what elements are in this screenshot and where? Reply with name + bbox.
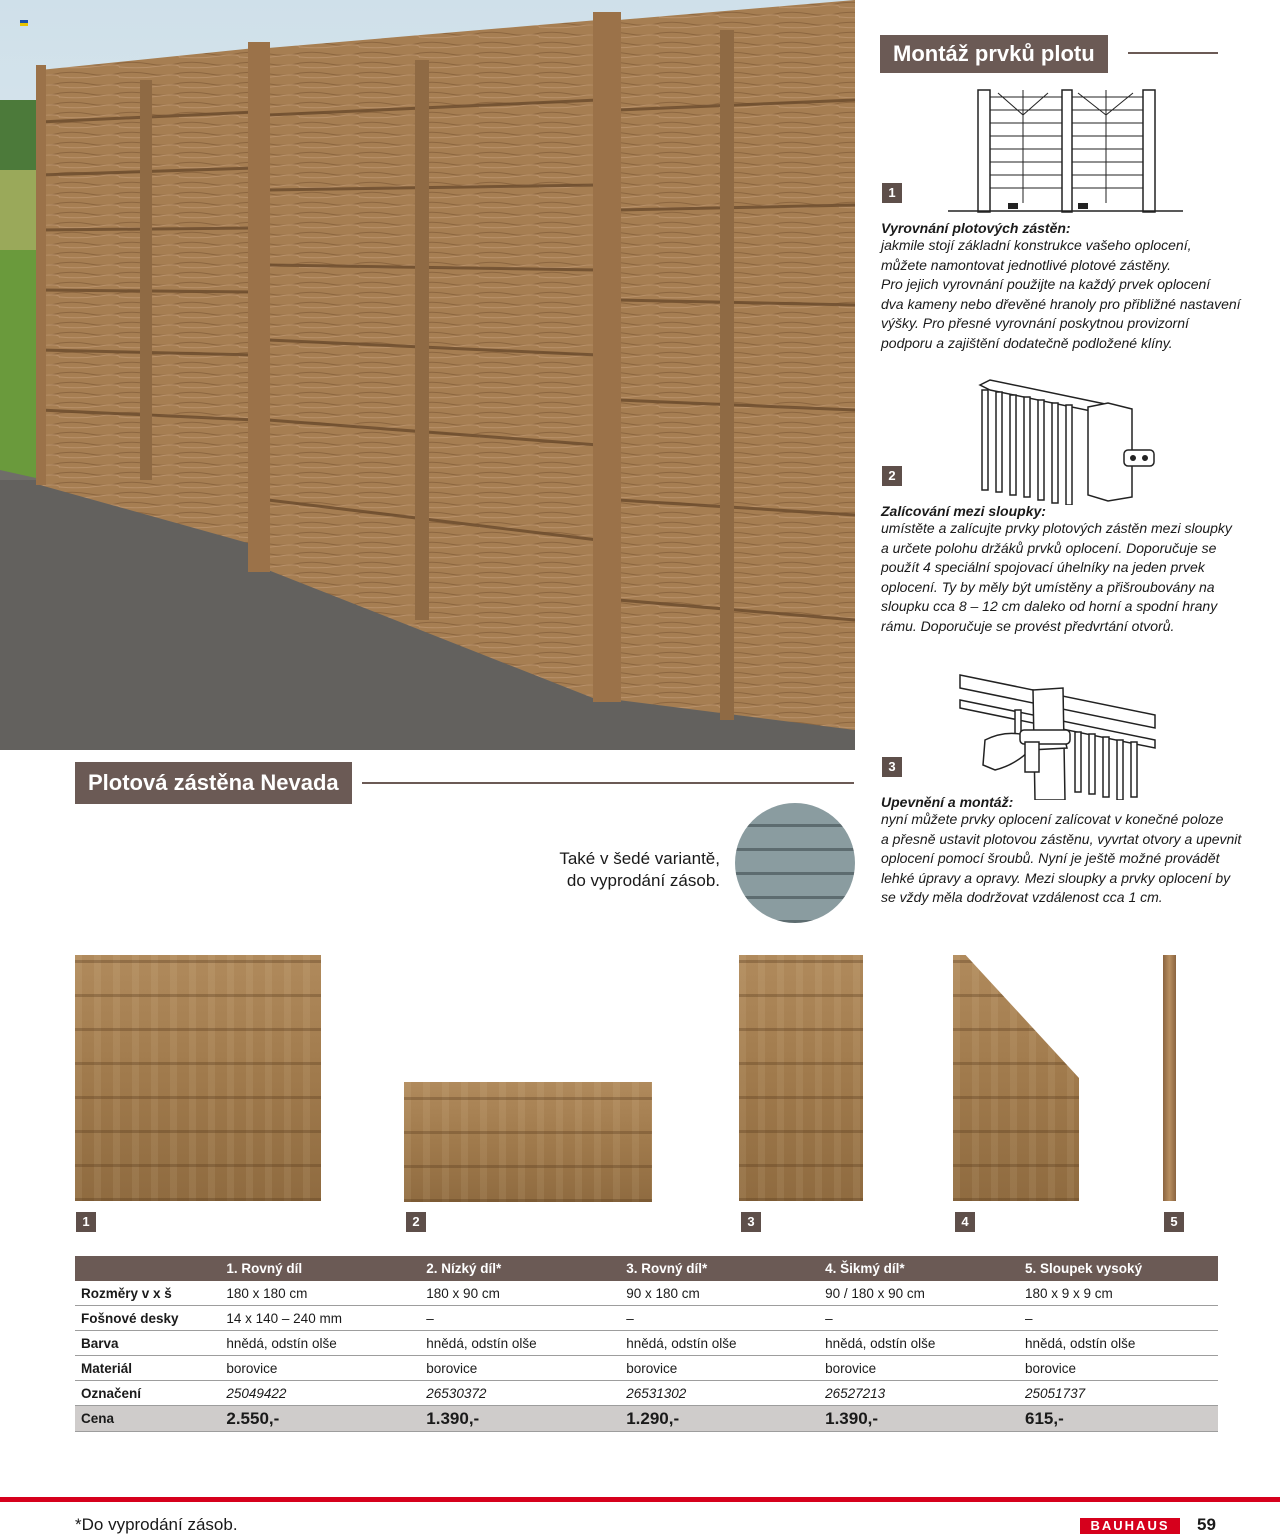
item-badge-3: 3 <box>741 1212 761 1232</box>
grey-variant-swatch <box>735 803 855 923</box>
table-row-label: Označení <box>75 1381 220 1406</box>
step-2-text <box>881 503 1261 637</box>
spec-table <box>75 1256 1218 1432</box>
table-cell: 26527213 <box>819 1381 1019 1406</box>
step-3-line: nyní můžete prvky oplocení zalícovat v konečné poloze <box>881 811 1224 827</box>
table-cell: 26531302 <box>620 1381 819 1406</box>
table-row <box>75 1381 1218 1406</box>
step-2-line: použít 4 speciální spojovací úhelníky na jeden prvek <box>881 559 1205 576</box>
step-3-illustration <box>955 670 1165 800</box>
step-1-text <box>881 220 1261 354</box>
step-3-text <box>881 794 1271 908</box>
price-cell: 1.290,- <box>620 1406 819 1432</box>
step-1-line: můžete namontovat jednotlivé plotové zástěny. <box>881 256 1172 273</box>
table-row-label: Fošnové desky <box>75 1306 220 1331</box>
step-1-badge: 1 <box>882 183 902 203</box>
table-cell: borovice <box>819 1356 1019 1381</box>
price-cell: 2.550,- <box>220 1406 420 1432</box>
step-1-title: Vyrovnání plotových zástěn: <box>881 220 1071 236</box>
table-cell: borovice <box>1019 1356 1218 1381</box>
table-header: 2. Nízký díl* <box>420 1256 620 1281</box>
price-cell: 1.390,- <box>819 1406 1019 1432</box>
table-cell: borovice <box>420 1356 620 1381</box>
grey-variant-note-line: Také v šedé variantě, <box>559 849 720 868</box>
table-cell: hnědá, odstín olše <box>220 1331 420 1356</box>
table-row-price <box>75 1406 1218 1432</box>
table-cell: 25051737 <box>1019 1381 1218 1406</box>
step-1-line: podporu a zajištění dodatečně podložené klíny. <box>881 334 1173 351</box>
step-2-line: oplocení. Ty by měly být umístěny a přišroubovány na <box>881 578 1215 595</box>
table-cell: 180 x 9 x 9 cm <box>1019 1281 1218 1306</box>
table-cell: 14 x 140 – 240 mm <box>220 1306 420 1331</box>
footer-rule <box>0 1497 1280 1502</box>
table-header: 1. Rovný díl <box>220 1256 420 1281</box>
table-cell: hnědá, odstín olše <box>620 1331 819 1356</box>
step-3-title: Upevnění a montáž: <box>881 794 1014 810</box>
step-1-line: výšky. Pro přesné vyrovnání poskytnou provizorní <box>881 315 1189 332</box>
table-cell: borovice <box>220 1356 420 1381</box>
step-2-illustration <box>970 375 1170 505</box>
hero-photo <box>0 0 855 750</box>
step-1-line: dva kameny nebo dřevěné hranoly pro přibližné nastavení <box>881 295 1241 312</box>
table-header: 5. Sloupek vysoký <box>1019 1256 1218 1281</box>
assembly-title-rule <box>1128 52 1218 54</box>
table-header: 3. Rovný díl* <box>620 1256 819 1281</box>
table-cell: hnědá, odstín olše <box>819 1331 1019 1356</box>
table-cell: 90 / 180 x 90 cm <box>819 1281 1019 1306</box>
table-cell: 90 x 180 cm <box>620 1281 819 1306</box>
table-row <box>75 1356 1218 1381</box>
table-cell: hnědá, odstín olše <box>420 1331 620 1356</box>
table-cell: – <box>420 1306 620 1331</box>
table-cell: – <box>1019 1306 1218 1331</box>
step-1-line: jakmile stojí základní konstrukce vašeho oplocení, <box>881 237 1192 253</box>
spec-table-wrapper <box>75 1256 1218 1432</box>
step-1-line: Pro jejich vyrovnání použijte na každý prvek oplocení <box>881 276 1211 293</box>
table-row <box>75 1331 1218 1356</box>
step-2-line: sloupku cca 8 – 12 cm daleko od horní a spodní hrany <box>881 598 1218 615</box>
step-2-line: umístěte a zalícujte prvky plotových zástěn mezi sloupky <box>881 520 1232 536</box>
table-row-label: Rozměry v x š <box>75 1281 220 1306</box>
product-image-5 <box>1163 955 1176 1201</box>
item-badge-5: 5 <box>1164 1212 1184 1232</box>
product-image-1 <box>75 955 321 1201</box>
table-header: 4. Šikmý díl* <box>819 1256 1019 1281</box>
flag-icon <box>20 20 28 26</box>
table-cell: borovice <box>620 1356 819 1381</box>
product-title: Plotová zástěna Nevada <box>75 762 352 804</box>
table-cell: 180 x 180 cm <box>220 1281 420 1306</box>
item-badge-2: 2 <box>406 1212 426 1232</box>
table-cell: 26530372 <box>420 1381 620 1406</box>
step-3-badge: 3 <box>882 757 902 777</box>
grey-variant-note-line: do vyprodání zásob. <box>566 871 720 890</box>
product-image-3 <box>739 955 863 1201</box>
table-cell: hnědá, odstín olše <box>1019 1331 1218 1356</box>
step-2-line: a určete polohu držáků prvků oplocení. Doporučuje se <box>881 539 1217 556</box>
step-1-illustration <box>948 85 1188 215</box>
footer-note: *Do vyprodání zásob. <box>75 1515 238 1534</box>
step-3-line: se vždy měla dodržovat vzdálenost cca 1 cm. <box>881 889 1163 906</box>
item-badge-1: 1 <box>76 1212 96 1232</box>
table-row <box>75 1306 1218 1331</box>
table-row-label: Barva <box>75 1331 220 1356</box>
table-cell: 180 x 90 cm <box>420 1281 620 1306</box>
table-cell: – <box>620 1306 819 1331</box>
step-2-line: rámu. Doporučuje se provést předvrtání otvorů. <box>881 617 1175 634</box>
table-header-row <box>75 1256 1218 1281</box>
product-image-4 <box>953 955 1079 1201</box>
table-cell: – <box>819 1306 1019 1331</box>
table-row-label: Materiál <box>75 1356 220 1381</box>
fence-photo-illustration <box>0 0 855 750</box>
product-title-rule <box>362 782 854 784</box>
item-badge-4: 4 <box>955 1212 975 1232</box>
page-number: 59 <box>1197 1515 1216 1534</box>
price-cell: 1.390,- <box>420 1406 620 1432</box>
table-cell: 25049422 <box>220 1381 420 1406</box>
grey-variant-note <box>540 848 720 892</box>
table-row-label: Cena <box>75 1406 220 1432</box>
table-row <box>75 1281 1218 1306</box>
step-2-badge: 2 <box>882 466 902 486</box>
bauhaus-logo: BAUHAUS <box>1080 1518 1180 1534</box>
step-3-line: a přesně ustavit plotovou zástěnu, vyvrtat otvory a upevnit <box>881 830 1242 847</box>
product-image-2 <box>404 1082 652 1202</box>
price-cell: 615,- <box>1019 1406 1218 1432</box>
step-2-title: Zalícování mezi sloupky: <box>881 503 1046 519</box>
table-header <box>75 1256 220 1281</box>
assembly-title: Montáž prvků plotu <box>880 35 1108 73</box>
step-3-line: oplocení pomocí šroubů. Nyní je ještě možné provádět <box>881 850 1220 867</box>
step-3-line: lehké úpravy a opravy. Mezi sloupky a prvky oplocení by <box>881 869 1231 886</box>
